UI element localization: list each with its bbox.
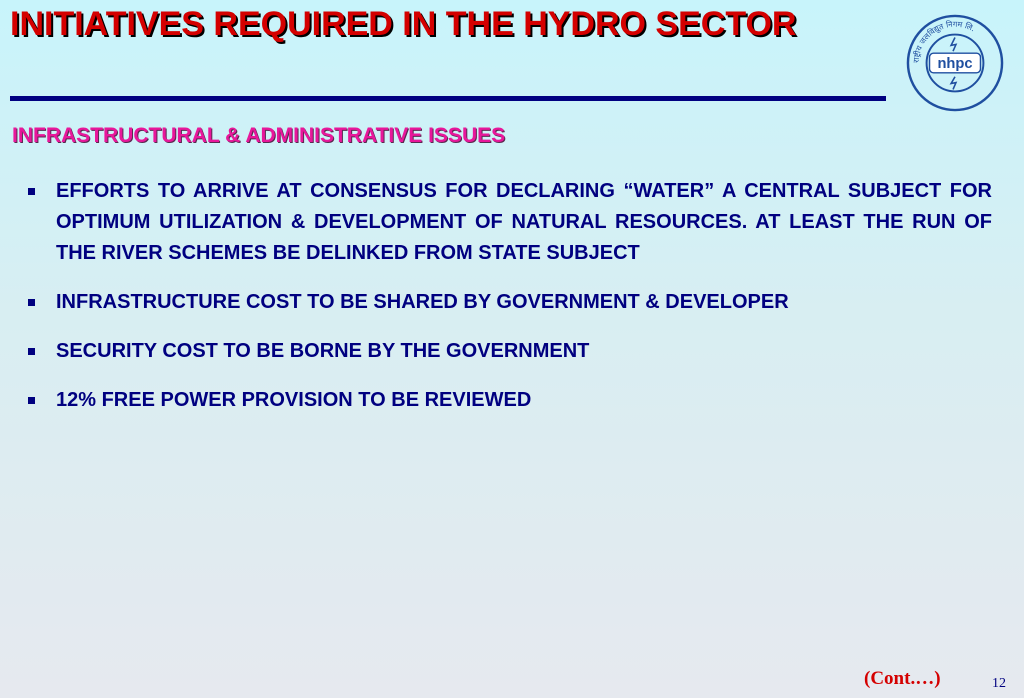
- square-bullet-icon: [28, 348, 35, 355]
- slide-title: INITIATIVES REQUIRED IN THE HYDRO SECTOR: [10, 5, 797, 43]
- lightning-icon: [951, 38, 956, 52]
- logo-text: nhpc: [937, 55, 973, 72]
- bullet-list: [28, 176, 992, 434]
- bullet-text: EFFORTS TO ARRIVE AT CONSENSUS FOR DECLARING “WATER” A CENTRAL SUBJECT FOR OPTIMUM UTILIZATION & DEVELOPMENT OF NATURAL RESOURCES. AT LEAST THE RUN OF THE RIVER SCHEMES BE DELINKED FROM STATE SUBJECT: [56, 180, 992, 264]
- square-bullet-icon: [28, 299, 35, 306]
- bullet-text: INFRASTRUCTURE COST TO BE SHARED BY GOVERNMENT & DEVELOPER: [56, 291, 789, 313]
- lightning-icon-lower: [951, 77, 956, 90]
- nhpc-logo: [906, 14, 1004, 112]
- page-number: 12: [992, 676, 1006, 691]
- bullet-item: [28, 176, 992, 269]
- bullet-item: [28, 336, 992, 367]
- bullet-item: [28, 287, 992, 318]
- continued-label: (Cont.…): [864, 668, 941, 689]
- bullet-item: [28, 385, 992, 416]
- section-subheading: INFRASTRUCTURAL & ADMINISTRATIVE ISSUES: [12, 124, 506, 147]
- title-underline: [10, 96, 886, 101]
- bullet-text: 12% FREE POWER PROVISION TO BE REVIEWED: [56, 389, 532, 411]
- logo-ring-text: राष्ट्रीय जलविद्युत निगम लि.: [911, 19, 977, 64]
- square-bullet-icon: [28, 397, 35, 404]
- bullet-text: SECURITY COST TO BE BORNE BY THE GOVERNMENT: [56, 340, 590, 362]
- square-bullet-icon: [28, 188, 35, 195]
